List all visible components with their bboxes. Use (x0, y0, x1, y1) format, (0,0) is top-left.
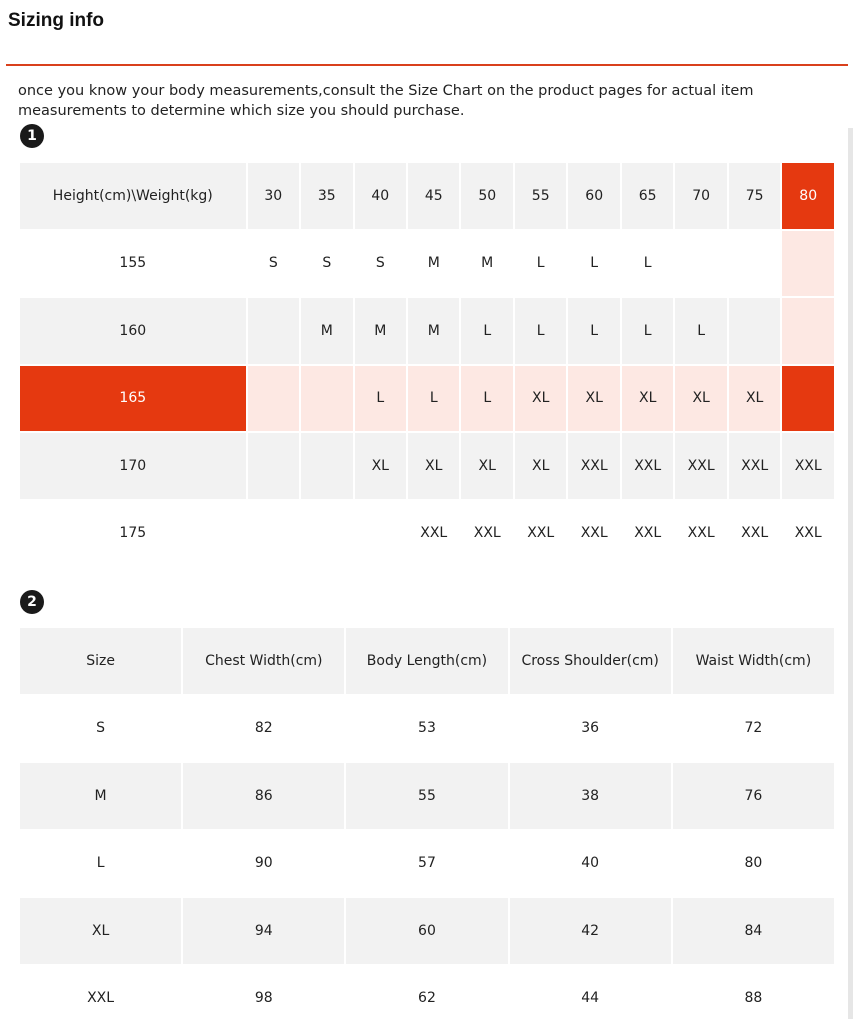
weight-header-cell: 70 (675, 163, 726, 229)
size-cell-highlight: XL (622, 366, 673, 432)
weight-header-cell: 35 (301, 163, 352, 229)
weight-header-cell: 65 (622, 163, 673, 229)
weight-header-cell: 50 (461, 163, 512, 229)
size-cell-highlight: L (355, 366, 406, 432)
size-cell: L (536, 255, 545, 272)
size-cell (248, 298, 299, 364)
size-cell: XXL (675, 433, 726, 499)
size-cell: L (568, 298, 619, 364)
size-cell: L (590, 255, 599, 272)
table-row-selected (20, 366, 834, 432)
size-cell: S (322, 255, 332, 272)
table-row (20, 696, 834, 762)
size-cell-highlight: L (461, 366, 512, 432)
size-cell: XXL (568, 433, 619, 499)
size-cell: XXL (473, 525, 501, 542)
measurement-header-row (20, 628, 834, 694)
size-cell (729, 298, 780, 364)
corner-label: Height(cm)\Weight(kg) (20, 163, 246, 229)
weight-header-cell-selected: 80 (782, 163, 834, 229)
size-cell: XL (355, 433, 406, 499)
size-cell: L (461, 298, 512, 364)
size-cell: XXL (420, 525, 448, 542)
size-cell (729, 231, 780, 297)
table-row (20, 898, 834, 964)
size-cell: XXL (741, 525, 769, 542)
table-row (20, 433, 834, 499)
height-cell: 170 (20, 433, 246, 499)
value-cell: 86 (183, 763, 344, 829)
value-cell: 60 (346, 898, 507, 964)
scrollbar[interactable] (848, 128, 853, 1019)
size-cell-highlight (301, 366, 352, 432)
size-cell: XXL (794, 525, 822, 542)
table-row (20, 298, 834, 364)
size-label: L (96, 855, 105, 872)
size-cell: XXL (527, 525, 555, 542)
size-cell (248, 433, 299, 499)
size-cell (301, 501, 352, 567)
size-cell: XXL (729, 433, 780, 499)
size-cell: XXL (782, 433, 834, 499)
size-cell-highlight: XL (675, 366, 726, 432)
size-cell (301, 433, 352, 499)
size-cell-highlight: XL (515, 366, 566, 432)
value-cell: 82 (254, 720, 273, 737)
value-cell: 90 (254, 855, 273, 872)
size-cell-highlight: XL (729, 366, 780, 432)
step-one-badge: 1 (20, 124, 44, 148)
size-recommendation-table (18, 161, 836, 568)
size-cell: M (481, 255, 494, 272)
table-row (20, 831, 834, 897)
size-cell: L (515, 298, 566, 364)
size-cell-highlight (782, 298, 834, 364)
size-cell: XXL (687, 525, 715, 542)
value-cell: 98 (254, 990, 273, 1007)
size-cell-highlight: L (408, 366, 459, 432)
size-cell: XXL (580, 525, 608, 542)
size-cell: XL (408, 433, 459, 499)
size-label: S (96, 720, 106, 737)
value-cell: 53 (418, 720, 436, 737)
size-cell: XXL (622, 433, 673, 499)
value-cell: 57 (418, 855, 436, 872)
size-cell: M (301, 298, 352, 364)
weight-header-cell: 75 (729, 163, 780, 229)
table-row (20, 501, 834, 567)
weight-header-row (20, 163, 834, 229)
weight-header-cell: 30 (248, 163, 299, 229)
height-cell: 175 (119, 525, 147, 542)
size-cell-selected (782, 366, 834, 432)
size-cell: XL (461, 433, 512, 499)
column-header: Chest Width(cm) (183, 628, 344, 694)
step-two-badge: 2 (20, 590, 44, 614)
value-cell: 44 (581, 990, 600, 1007)
size-cell: L (622, 298, 673, 364)
column-header: Size (20, 628, 181, 694)
value-cell: 36 (581, 720, 600, 737)
size-cell (248, 501, 299, 567)
value-cell: 40 (581, 855, 600, 872)
value-cell: 84 (673, 898, 834, 964)
size-label: M (20, 763, 181, 829)
size-cell (355, 501, 406, 567)
weight-header-cell: 55 (515, 163, 566, 229)
value-cell: 62 (418, 990, 436, 1007)
table-row (20, 763, 834, 829)
size-cell-highlight (782, 231, 834, 297)
size-cell: XL (515, 433, 566, 499)
size-cell-highlight (248, 366, 299, 432)
size-cell: M (427, 255, 440, 272)
size-cell: S (268, 255, 278, 272)
measurement-table (18, 626, 836, 1033)
value-cell: 88 (744, 990, 763, 1007)
column-header: Waist Width(cm) (673, 628, 834, 694)
size-label: XXL (87, 990, 115, 1007)
table-row (20, 966, 834, 1032)
weight-header-cell: 45 (408, 163, 459, 229)
weight-header-cell: 40 (355, 163, 406, 229)
size-cell-highlight: XL (568, 366, 619, 432)
size-cell: M (355, 298, 406, 364)
value-cell: 80 (744, 855, 763, 872)
value-cell: 94 (183, 898, 344, 964)
size-cell: M (408, 298, 459, 364)
size-label: XL (20, 898, 181, 964)
value-cell: 38 (510, 763, 671, 829)
height-cell: 160 (20, 298, 246, 364)
size-cell: L (643, 255, 652, 272)
height-cell-selected: 165 (20, 366, 246, 432)
value-cell: 72 (744, 720, 763, 737)
column-header: Body Length(cm) (346, 628, 507, 694)
size-cell: S (375, 255, 385, 272)
size-cell: L (675, 298, 726, 364)
table-row (20, 231, 834, 297)
title-divider (6, 64, 848, 66)
size-cell (675, 231, 726, 297)
value-cell: 42 (510, 898, 671, 964)
height-cell: 155 (119, 255, 147, 272)
intro-text: once you know your body measurements,consult the Size Chart on the product pages for actual item measurements to determine which size you should purchase. (18, 83, 754, 119)
page-title: Sizing info (8, 10, 105, 31)
weight-header-cell: 60 (568, 163, 619, 229)
value-cell: 76 (673, 763, 834, 829)
size-cell: XXL (634, 525, 662, 542)
column-header: Cross Shoulder(cm) (510, 628, 671, 694)
value-cell: 55 (346, 763, 507, 829)
